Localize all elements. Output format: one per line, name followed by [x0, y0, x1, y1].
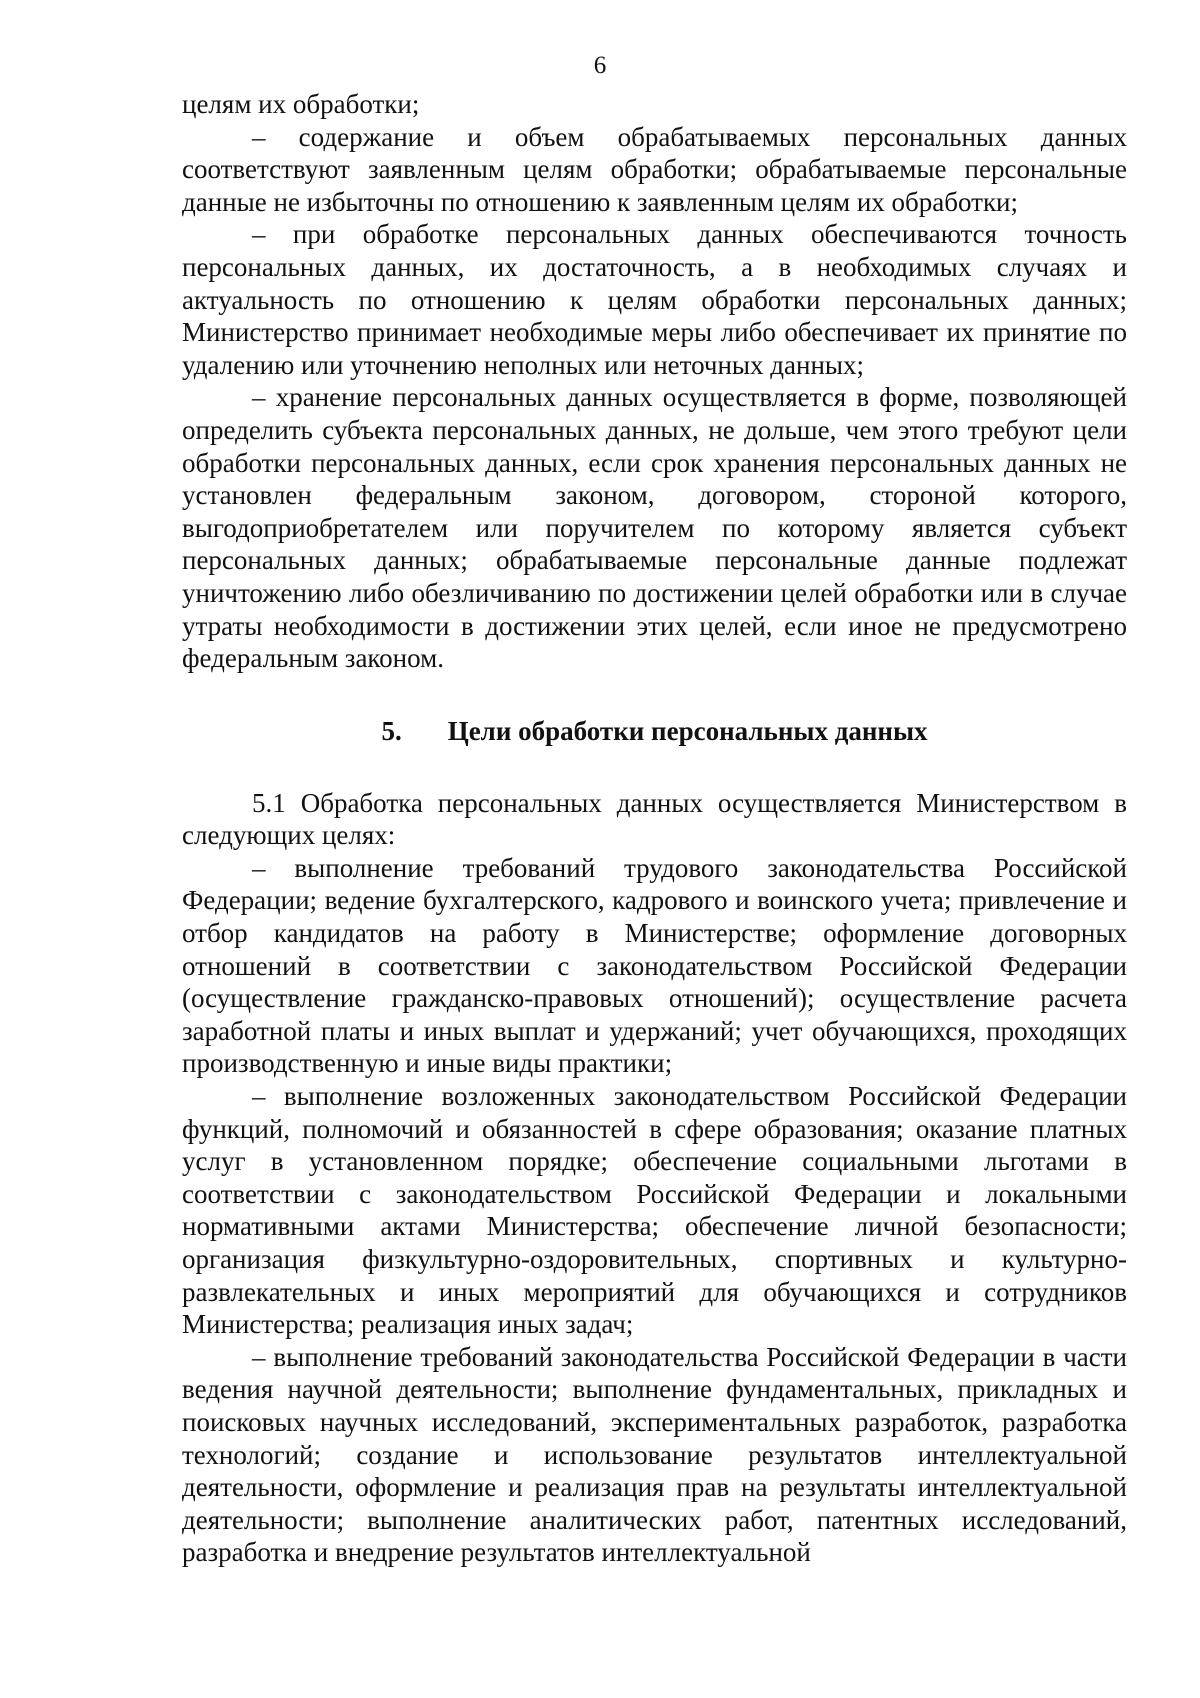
- page-number: 6: [593, 52, 607, 79]
- paragraph: – при обработке персональных данных обеспечиваются точность персональных данных, их достаточность, а в необходимых случаях и актуальность по отношению к целям обработки персональных данных; Министерство принимает необходимые меры либо обеспечивает их принятие по удалению или уточнению неполных или неточных данных;: [182, 219, 1127, 380]
- section-heading: [182, 715, 1127, 747]
- paragraph: 5.1 Обработка персональных данных осуществляется Министерством в следующих целях:: [182, 787, 1127, 851]
- paragraph: – содержание и объем обрабатываемых персональных данных соответствуют заявленным целям обработки; обрабатываемые персональные данные не избыточны по отношению к заявленным целям их обработки;: [182, 121, 1127, 217]
- section-title: Цели обработки персональных данных: [447, 715, 928, 746]
- paragraph: – выполнение возложенных законодательством Российской Федерации функций, полномочий и обязанностей в сфере образования; оказание платных услуг в установленном порядке; обеспечение социальными льготами в соответствии с законодательством Российской Федерации и локальными нормативными актами Министерства; обеспечение личной безопасности; организация физкультурно-оздоровительных, спортивных и культурно-развлекательных и иных мероприятий для обучающихся и сотрудников Министерства; реализация иных задач;: [182, 1081, 1127, 1340]
- paragraph: – хранение персональных данных осуществляется в форме, позволяющей определить субъекта персональных данных, не дольше, чем этого требуют цели обработки персональных данных, если срок хранения персональных данных не установлен федеральным законом, договором, стороной которого, выгодоприобретателем или поручителем по которому является субъект персональных данных; обрабатываемые персональные данные подлежат уничтожению либо обезличиванию по достижении целей обработки или в случае утраты необходимости в достижении этих целей, если иное не предусмотрено федеральным законом.: [182, 382, 1127, 674]
- paragraph: – выполнение требований трудового законодательства Российской Федерации; ведение бухгалтерского, кадрового и воинского учета; привлечение и отбор кандидатов на работу в Министерстве; оформление договорных отношений в соответствии с законодательством Российской Федерации (осуществление гражданско-правовых отношений); осуществление расчета заработной платы и иных выплат и удержаний; учет обучающихся, проходящих производственную и иные виды практики;: [182, 852, 1127, 1079]
- document-body: [182, 88, 1127, 1569]
- section-number: 5.: [381, 715, 402, 746]
- paragraph: – выполнение требований законодательства Российской Федерации в части ведения научной деятельности; выполнение фундаментальных, прикладных и поисковых научных исследований, экспериментальных разработок, разработка технологий; создание и использование результатов интеллектуальной деятельности, оформление и реализация прав на результаты интеллектуальной деятельности; выполнение аналитических работ, патентных исследований, разработка и внедрение результатов интеллектуальной: [182, 1341, 1127, 1568]
- paragraph: целям их обработки;: [182, 89, 420, 119]
